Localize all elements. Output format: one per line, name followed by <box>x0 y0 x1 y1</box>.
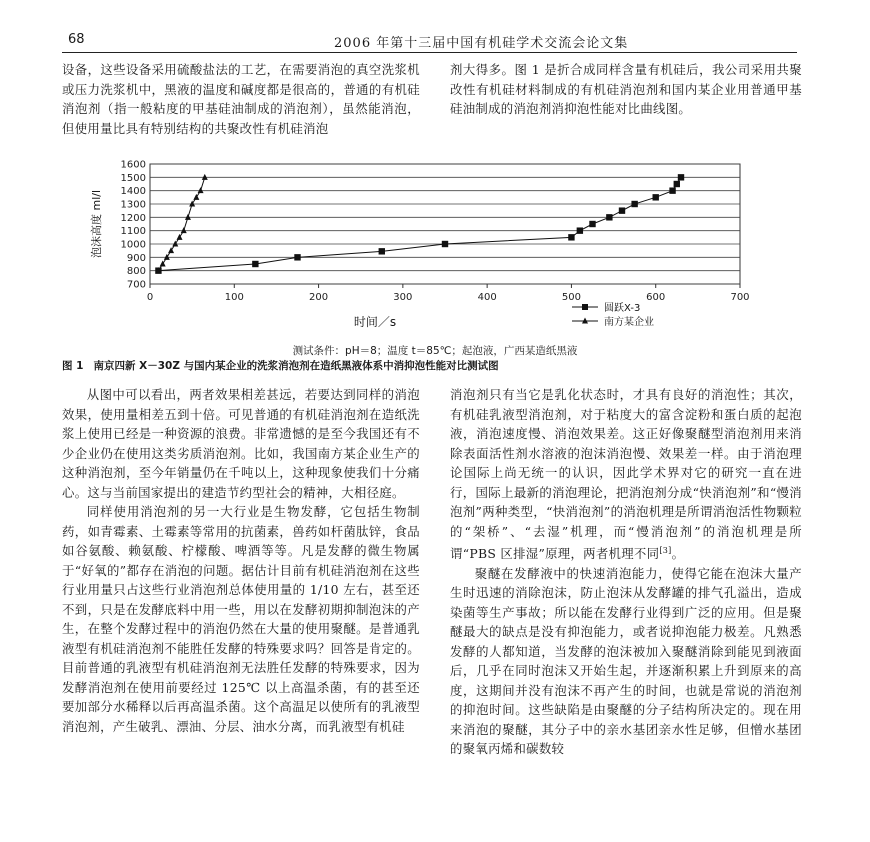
x-tick-label: 400 <box>477 292 497 303</box>
x-axis-label: 时间／s <box>353 315 397 329</box>
series-line <box>158 177 681 270</box>
paragraph: 剂大得多。图 1 是折合成同样含量有机硅后，我公司采用共聚改性有机硅材料制成的有机硅消泡剂和国内某企业用普通甲基硅油制成的消泡剂消抑泡性能对比曲线图。 <box>450 62 802 116</box>
x-tick-label: 0 <box>146 292 154 303</box>
y-axis-label: 泡沫高度 ml/l <box>90 189 103 259</box>
series-line <box>158 177 204 270</box>
data-point-square <box>606 214 612 220</box>
y-tick-label: 800 <box>126 266 146 278</box>
data-point-triangle <box>198 187 204 193</box>
data-point-square <box>442 241 448 247</box>
y-tick-label: 700 <box>126 279 146 291</box>
bottom-right-column <box>450 385 802 759</box>
data-point-square <box>678 174 684 180</box>
top-right-column <box>450 60 802 119</box>
legend-label: 圆跃X-3 <box>604 303 641 314</box>
data-point-square <box>252 261 258 267</box>
x-tick-label: 200 <box>309 292 329 303</box>
x-tick-label: 600 <box>646 292 666 303</box>
data-point-triangle <box>185 214 191 220</box>
y-tick-label: 1300 <box>120 199 146 211</box>
paragraph-text: 消泡剂只有当它是乳化状态时，才具有良好的消泡性；其次，有机硅乳液型消泡剂，对于粘度大的富含淀粉和蛋白质的起泡液，消泡速度慢、消泡效果差。这正好像聚醚型消泡剂用来消除表面活性剂水溶液的泡沫消泡慢、效果差一样。由于消泡理论国际上尚无统一的认识，因此学术界对它的研究一直在进行，国际上最新的消泡理论，把消泡剂分成“快消泡剂”和“慢消泡剂”两种类型，“快消泡剂”的消泡机理是所谓消泡活性物颗粒的“架桥”、“去湿”机理，而“慢消泡剂”的消泡机理是所谓“PBS 区排湿”原理，两者机理不同 <box>450 387 802 562</box>
legend-label: 南方某企业 <box>604 317 654 328</box>
paragraph-with-citation <box>450 385 802 564</box>
running-title: 2006 年第十三届中国有机硅学术交流会论文集 <box>334 36 629 51</box>
figure-title: 南京四新 X－30Z 与国内某企业的洗浆消泡剂在造纸黑液体系中消抑泡性能对比测试图 <box>93 360 499 372</box>
data-point-square <box>631 201 637 207</box>
y-tick-label: 1000 <box>120 239 146 251</box>
y-tick-label: 1200 <box>120 212 146 224</box>
page-number: 68 <box>68 32 85 47</box>
data-point-square <box>379 248 385 254</box>
plot-area <box>150 164 740 284</box>
y-tick-label: 1400 <box>120 186 146 198</box>
figure-1-chart <box>84 160 784 340</box>
bottom-left-column <box>62 385 420 736</box>
y-tick-label: 1100 <box>120 226 146 238</box>
x-tick-label: 700 <box>730 292 750 303</box>
y-tick-label: 1500 <box>120 172 146 184</box>
x-tick-label: 500 <box>561 292 581 303</box>
data-point-square <box>619 207 625 213</box>
x-tick-label: 300 <box>393 292 413 303</box>
y-tick-label: 900 <box>126 252 146 264</box>
legend-marker-square <box>582 304 588 310</box>
page-header <box>62 30 797 53</box>
data-point-square <box>568 234 574 240</box>
data-point-square <box>577 227 583 233</box>
data-point-square <box>294 254 300 260</box>
top-left-column <box>62 60 420 138</box>
data-point-square <box>589 221 595 227</box>
y-tick-label: 1600 <box>120 160 146 171</box>
line-chart <box>84 160 784 340</box>
citation-mark: [3] <box>659 546 672 555</box>
paragraph-end: 。 <box>671 546 685 562</box>
x-tick-label: 100 <box>224 292 244 303</box>
figure-caption <box>62 358 802 373</box>
data-point-square <box>669 187 675 193</box>
data-point-triangle <box>181 227 187 233</box>
paragraph: 同样使用消泡剂的另一大行业是生物发酵，它包括生物制药，如青霉素、土霉素等常用的抗菌素，兽药如杆菌肽锌，食品如谷氨酸、赖氨酸、柠檬酸、啤酒等等。凡是发酵的微生物属于“好氧的”都存在消泡的问题。据估计目前有机硅消泡剂在这些行业用量只占这些行业消泡剂总体使用量的 1/10 左右，甚至还不到，只是在发酵底料中用一些，用以在发酵初期抑制泡沫的产生，在整个发酵过程中的消泡仍然在大量的使用聚醚。是普通乳液型有机硅消泡剂不能胜任发酵的特殊要求吗？回答是肯定的。目前普通的乳液型有机硅消泡剂无法胜任发酵的特殊要求，因为发酵消泡剂在使用前要经过 125℃ 以上高温杀菌，有的甚至还要加部分水稀释以后再高温杀菌。这个高温足以使所有的乳液型消泡剂，产生破乳、漂油、分层、油水分离，而乳液型有机硅 <box>62 504 420 734</box>
paragraph: 聚醚在发酵液中的快速消泡能力，使得它能在泡沫大量产生时迅速的消除泡沫，防止泡沫从发酵罐的排气孔溢出，造成染菌等生产事故；所以能在发酵行业得到广泛的应用。但是聚醚最大的缺点是没有抑泡能力，或者说抑泡能力极差。凡熟悉发酵的人都知道，当发酵的泡沫被加入聚醚消除到能见到液面后，几乎在同时泡沫又开始生起，并逐渐积累上升到原来的高度，这期间并没有泡沫不再产生的时间，也就是常说的消泡剂的抑泡时间。这些缺陷是由聚醚的分子结构所决定的。现在用来消泡的聚醚，其分子中的亲水基团亲水性足够，但憎水基团的聚氧丙烯和碳数较 <box>450 565 802 757</box>
figure-label: 图 1 <box>62 360 84 372</box>
test-conditions: 测试条件：pH＝8；温度 t＝85℃；起泡液，广西某造纸黑液 <box>292 345 578 357</box>
paragraph: 从图中可以看出，两者效果相差甚远，若要达到同样的消泡效果，使用量相差五到十倍。可见普通的有机硅消泡剂在造纸洗浆上使用已经是一种资源的浪费。非常遗憾的是至今我国还有不少企业仍在使用这类劣质消泡剂。比如，我国南方某企业生产的这种消泡剂，至今年销量仍在千吨以上，这种现象使我们十分痛心。这与当前国家提出的建造节约型社会的精神，大相径庭。 <box>62 387 420 500</box>
data-point-square <box>674 181 680 187</box>
data-point-triangle <box>202 174 208 180</box>
paragraph: 设备，这些设备采用硫酸盐法的工艺，在需要消泡的真空洗浆机或压力洗浆机中，黑液的温度和碱度都是很高的，普通的有机硅消泡剂（指一般粘度的甲基硅油制成的消泡剂），虽然能消泡，但使用量比具有特别结构的共聚改性有机硅消泡 <box>62 62 420 136</box>
data-point-square <box>653 194 659 200</box>
